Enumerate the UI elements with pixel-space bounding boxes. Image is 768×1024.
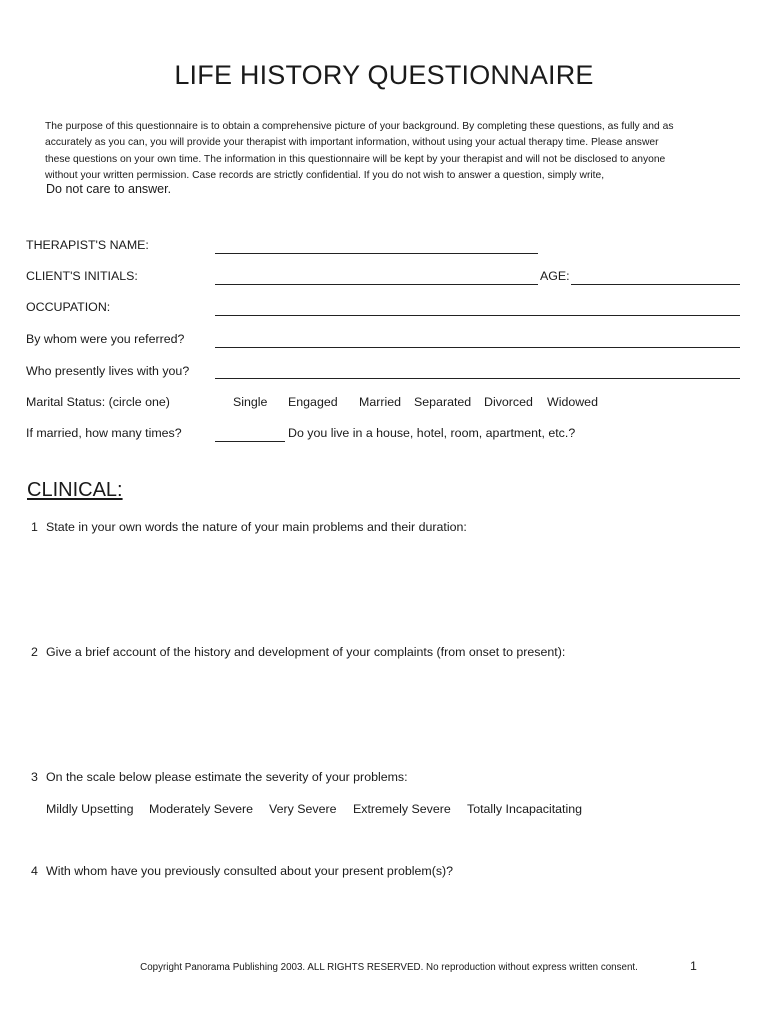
page-title: LIFE HISTORY QUESTIONNAIRE: [174, 60, 594, 90]
severity-option-very-severe[interactable]: Very Severe: [269, 802, 337, 816]
married-times-label: If married, how many times?: [26, 426, 182, 440]
copyright-footer: Copyright Panorama Publishing 2003. ALL RIGHTS RESERVED. No reproduction without express written consent.: [140, 962, 638, 973]
marital-status-label: Marital Status: (circle one): [26, 395, 170, 409]
referred-label: By whom were you referred?: [26, 332, 185, 346]
intro-line: these questions on your own time. The information in this questionnaire will be kept by your therapist and will not be disclosed to anyone: [45, 153, 666, 165]
page-number: 1: [690, 959, 697, 973]
age-field[interactable]: [571, 284, 740, 285]
marital-option-widowed[interactable]: Widowed: [547, 395, 598, 409]
clinical-heading: CLINICAL:: [27, 479, 123, 501]
severity-option-extremely-severe[interactable]: Extremely Severe: [353, 802, 451, 816]
lives-with-field[interactable]: [215, 378, 740, 379]
question-number: 3: [31, 770, 38, 784]
referred-field[interactable]: [215, 347, 740, 348]
question-text: On the scale below please estimate the severity of your problems:: [46, 770, 408, 784]
marital-option-divorced[interactable]: Divorced: [484, 395, 533, 409]
question-number: 1: [31, 520, 38, 534]
married-times-field[interactable]: [215, 441, 285, 442]
client-initials-field[interactable]: [215, 284, 538, 285]
severity-option-moderately-severe[interactable]: Moderately Severe: [149, 802, 253, 816]
intro-line: accurately as you can, you will provide your therapist with important information, without using your actual therapy time. Please answer: [45, 137, 659, 149]
therapist-name-label: THERAPIST'S NAME:: [26, 238, 149, 252]
occupation-label: OCCUPATION:: [26, 300, 111, 314]
therapist-name-field[interactable]: [215, 253, 538, 254]
severity-option-totally-incapacitating[interactable]: Totally Incapacitating: [467, 802, 583, 816]
age-label: AGE:: [540, 269, 570, 283]
intro-line: The purpose of this questionnaire is to obtain a comprehensive picture of your background. By completing these questions, as fully and as: [45, 121, 674, 132]
question-text: Give a brief account of the history and development of your complaints (from onset to present):: [46, 645, 566, 659]
question-number: 4: [31, 864, 38, 878]
intro-paragraph: [45, 119, 685, 184]
lives-with-label: Who presently lives with you?: [26, 364, 190, 378]
marital-option-single[interactable]: Single: [233, 395, 268, 409]
marital-option-engaged[interactable]: Engaged: [288, 395, 338, 409]
residence-label: Do you live in a house, hotel, room, apartment, etc.?: [288, 426, 576, 440]
marital-option-married[interactable]: Married: [359, 395, 401, 409]
intro-last-line: Do not care to answer.: [46, 182, 172, 196]
severity-option-mildly-upsetting[interactable]: Mildly Upsetting: [46, 802, 134, 816]
intro-line: without your written permission. Case records are strictly confidential. If you do not wish to answer a question, simply write,: [45, 169, 605, 181]
client-initials-label: CLIENT'S INITIALS:: [26, 269, 138, 283]
marital-option-separated[interactable]: Separated: [414, 395, 472, 409]
question-text: State in your own words the nature of your main problems and their duration:: [46, 520, 467, 534]
occupation-field[interactable]: [215, 315, 740, 316]
question-text: With whom have you previously consulted about your present problem(s)?: [46, 864, 454, 878]
question-number: 2: [31, 645, 38, 659]
